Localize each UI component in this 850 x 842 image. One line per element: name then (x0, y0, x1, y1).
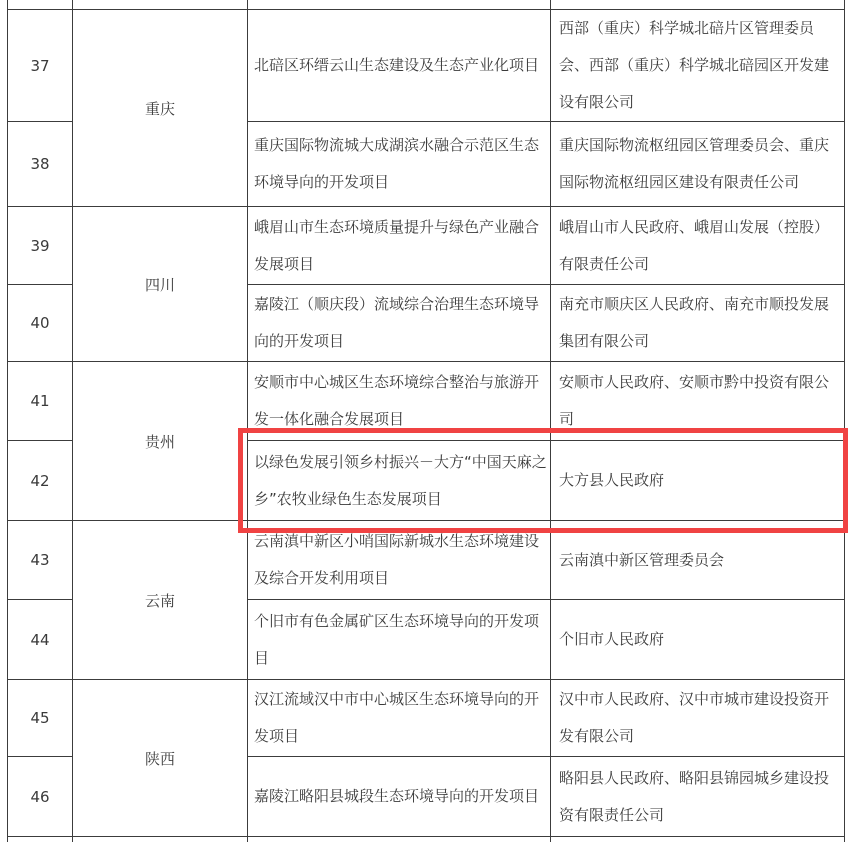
project-name-cell: 安顺市中心城区生态环境综合整治与旅游开发一体化融合发展项目 (248, 362, 551, 441)
row-number-cell: 43 (8, 521, 73, 600)
row-number-cell: 41 (8, 362, 73, 441)
project-name-cell: 峨眉山市生态环境质量提升与绿色产业融合发展项目 (248, 207, 551, 285)
empty-cell (8, 837, 73, 842)
empty-cell (73, 837, 248, 842)
organization-cell: 南充市顺庆区人民政府、南充市顺投发展集团有限公司 (551, 285, 845, 362)
partial-row-top (8, 0, 845, 10)
organization-cell: 云南滇中新区管理委员会 (551, 521, 845, 600)
organization-cell: 大方县人民政府 (551, 441, 845, 521)
empty-cell (8, 0, 73, 10)
organization-cell: 安顺市人民政府、安顺市黔中投资有限公司 (551, 362, 845, 441)
row-number-cell: 37 (8, 10, 73, 122)
eod-project-table (7, 0, 845, 842)
organization-cell: 汉中市人民政府、汉中市城市建设投资开发有限公司 (551, 680, 845, 757)
organization-cell: 个旧市人民政府 (551, 600, 845, 680)
organization-cell: 重庆国际物流枢纽园区管理委员会、重庆国际物流枢纽园区建设有限责任公司 (551, 122, 845, 207)
empty-cell (551, 0, 845, 10)
project-name-cell: 以绿色发展引领乡村振兴－大方“中国天麻之乡”农牧业绿色生态发展项目 (248, 441, 551, 521)
province-cell-chongqing: 重庆 (73, 10, 248, 207)
row-number-cell: 39 (8, 207, 73, 285)
organization-cell: 峨眉山市人民政府、峨眉山发展（控股）有限责任公司 (551, 207, 845, 285)
empty-cell (551, 837, 845, 842)
province-cell-sichuan: 四川 (73, 207, 248, 362)
project-name-cell: 汉江流域汉中市中心城区生态环境导向的开发项目 (248, 680, 551, 757)
empty-cell (248, 837, 551, 842)
row-number-cell: 42 (8, 441, 73, 521)
row-number-cell: 45 (8, 680, 73, 757)
province-cell-guizhou: 贵州 (73, 362, 248, 521)
table-row-39 (8, 207, 845, 285)
project-name-cell: 重庆国际物流城大成湖滨水融合示范区生态环境导向的开发项目 (248, 122, 551, 207)
table-row-43 (8, 521, 845, 600)
row-number-cell: 38 (8, 122, 73, 207)
row-number-cell: 44 (8, 600, 73, 680)
province-cell-yunnan: 云南 (73, 521, 248, 680)
province-cell-shaanxi: 陕西 (73, 680, 248, 837)
project-name-cell: 北碚区环缙云山生态建设及生态产业化项目 (248, 10, 551, 122)
organization-cell: 西部（重庆）科学城北碚片区管理委员会、西部（重庆）科学城北碚园区开发建设有限公司 (551, 10, 845, 122)
partial-row-bottom (8, 837, 845, 842)
project-name-cell: 个旧市有色金属矿区生态环境导向的开发项目 (248, 600, 551, 680)
project-name-cell: 云南滇中新区小哨国际新城水生态环境建设及综合开发利用项目 (248, 521, 551, 600)
table-row-41 (8, 362, 845, 441)
table-row-45 (8, 680, 845, 757)
empty-cell (73, 0, 248, 10)
row-number-cell: 40 (8, 285, 73, 362)
empty-cell (248, 0, 551, 10)
table-row-37 (8, 10, 845, 122)
project-name-cell: 嘉陵江略阳县城段生态环境导向的开发项目 (248, 757, 551, 837)
organization-cell: 略阳县人民政府、略阳县锦园城乡建设投资有限责任公司 (551, 757, 845, 837)
row-number-cell: 46 (8, 757, 73, 837)
project-name-cell: 嘉陵江（顺庆段）流域综合治理生态环境导向的开发项目 (248, 285, 551, 362)
